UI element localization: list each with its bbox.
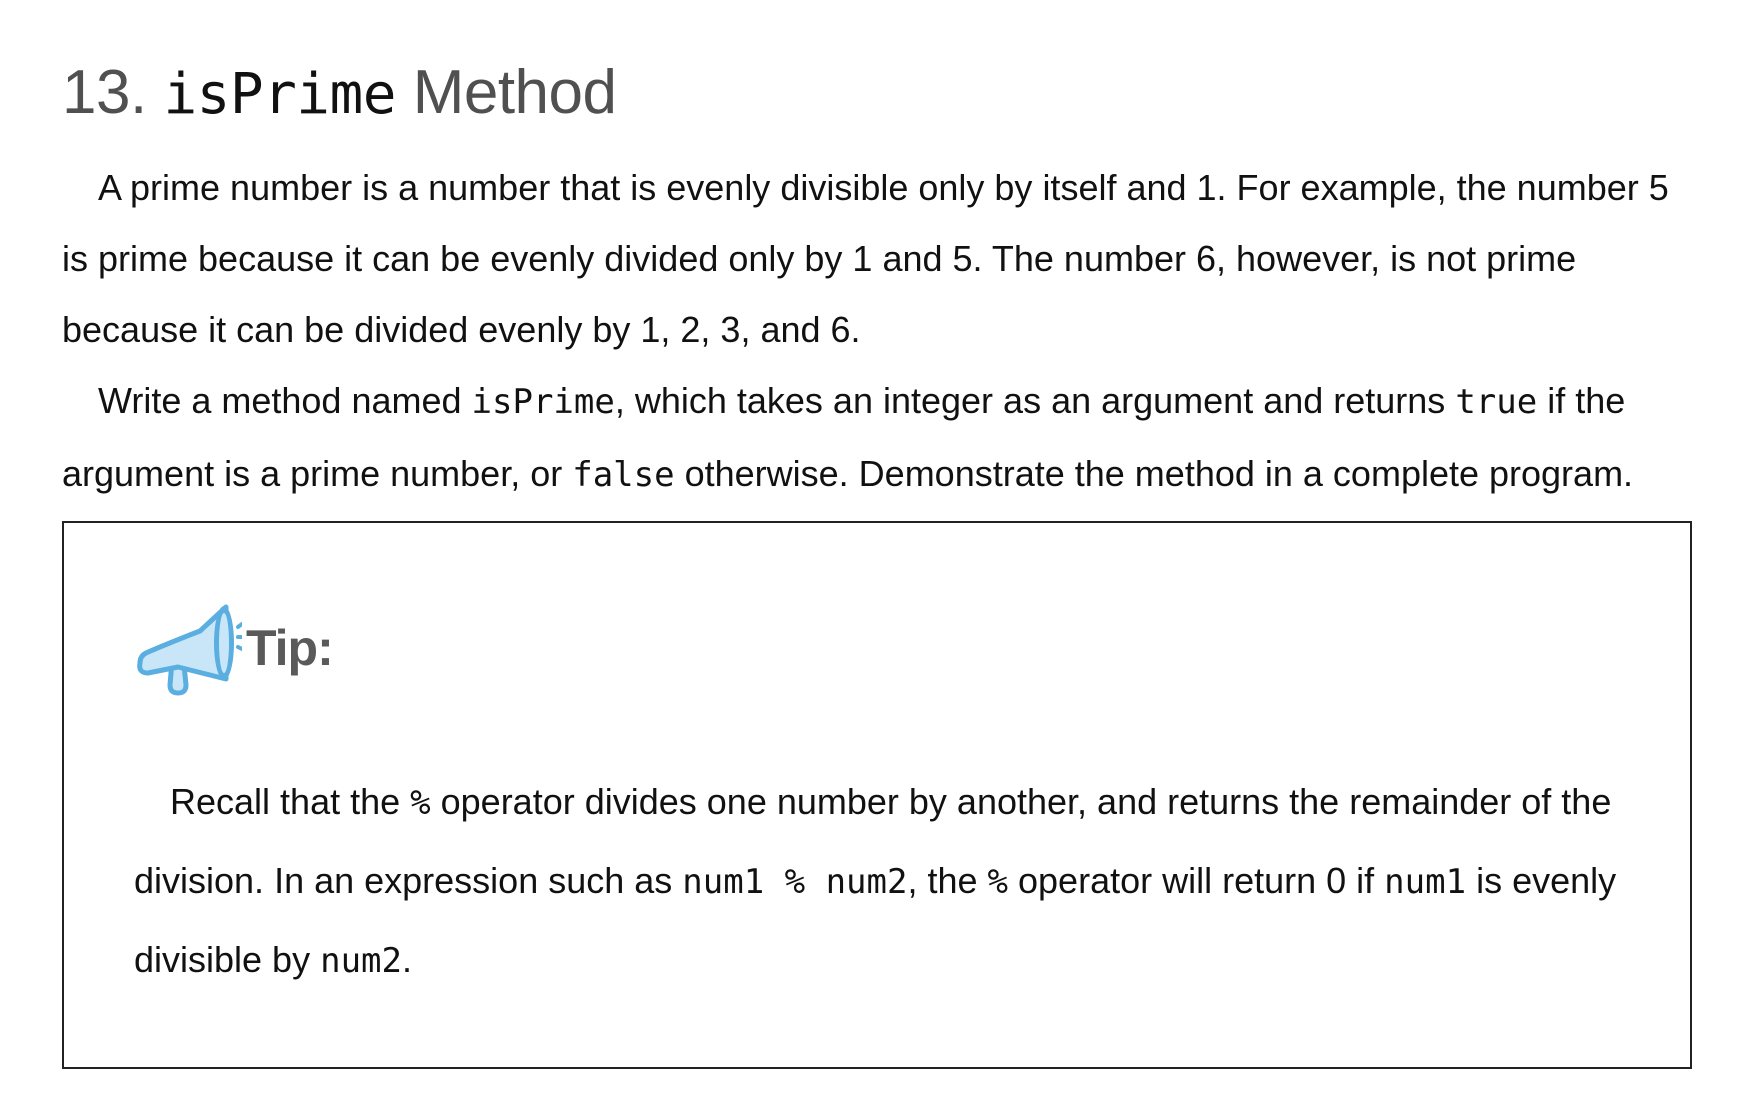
code-true: true xyxy=(1455,382,1538,422)
paragraph-prime-definition: A prime number is a number that is evenly divisible only by itself and 1. For example, the number 5 is prime because it can be evenly divided only by 1 and 5. The number 6, however, is not prime because it can be divided evenly by 1, 2, 3, and 6. xyxy=(62,167,1669,350)
code-modulo-2: % xyxy=(987,862,1009,902)
page-title xyxy=(62,48,1702,140)
code-modulo: % xyxy=(410,783,431,823)
task-text-2: , which takes an integer as an argument and returns xyxy=(614,380,1456,421)
tip-text xyxy=(134,763,1644,1000)
task-text-4: otherwise. Demonstrate the method in a complete program. xyxy=(674,453,1634,494)
code-false: false xyxy=(572,455,675,495)
code-num1: num1 xyxy=(1384,862,1467,902)
tip-text-4: operator will return 0 if xyxy=(1008,860,1385,901)
megaphone-icon xyxy=(134,593,242,703)
tip-text-3: , the xyxy=(907,860,988,901)
tip-title: Tip: xyxy=(246,620,333,676)
title-word: Method xyxy=(412,58,617,127)
code-num2: num2 xyxy=(320,941,402,981)
code-num1-mod-num2: num1 % num2 xyxy=(682,862,908,902)
section-number: 13. xyxy=(62,58,147,127)
task-text-1: Write a method named xyxy=(98,380,472,421)
code-isprime: isPrime xyxy=(471,382,615,422)
tip-text-6: . xyxy=(401,939,412,980)
task-text-3: if the argument is a prime number, or xyxy=(62,380,1626,494)
document-page xyxy=(62,48,1702,511)
tip-box xyxy=(62,521,1692,1069)
tip-text-2: operator divides one number by another, and returns the remainder of the division. In an expression such as xyxy=(134,781,1612,901)
method-name-code: isPrime xyxy=(163,62,396,127)
paragraph-task xyxy=(62,365,1702,511)
tip-header xyxy=(134,593,333,703)
tip-text-5: is evenly divisible by xyxy=(134,860,1617,980)
tip-text-1: Recall that the xyxy=(170,781,411,822)
